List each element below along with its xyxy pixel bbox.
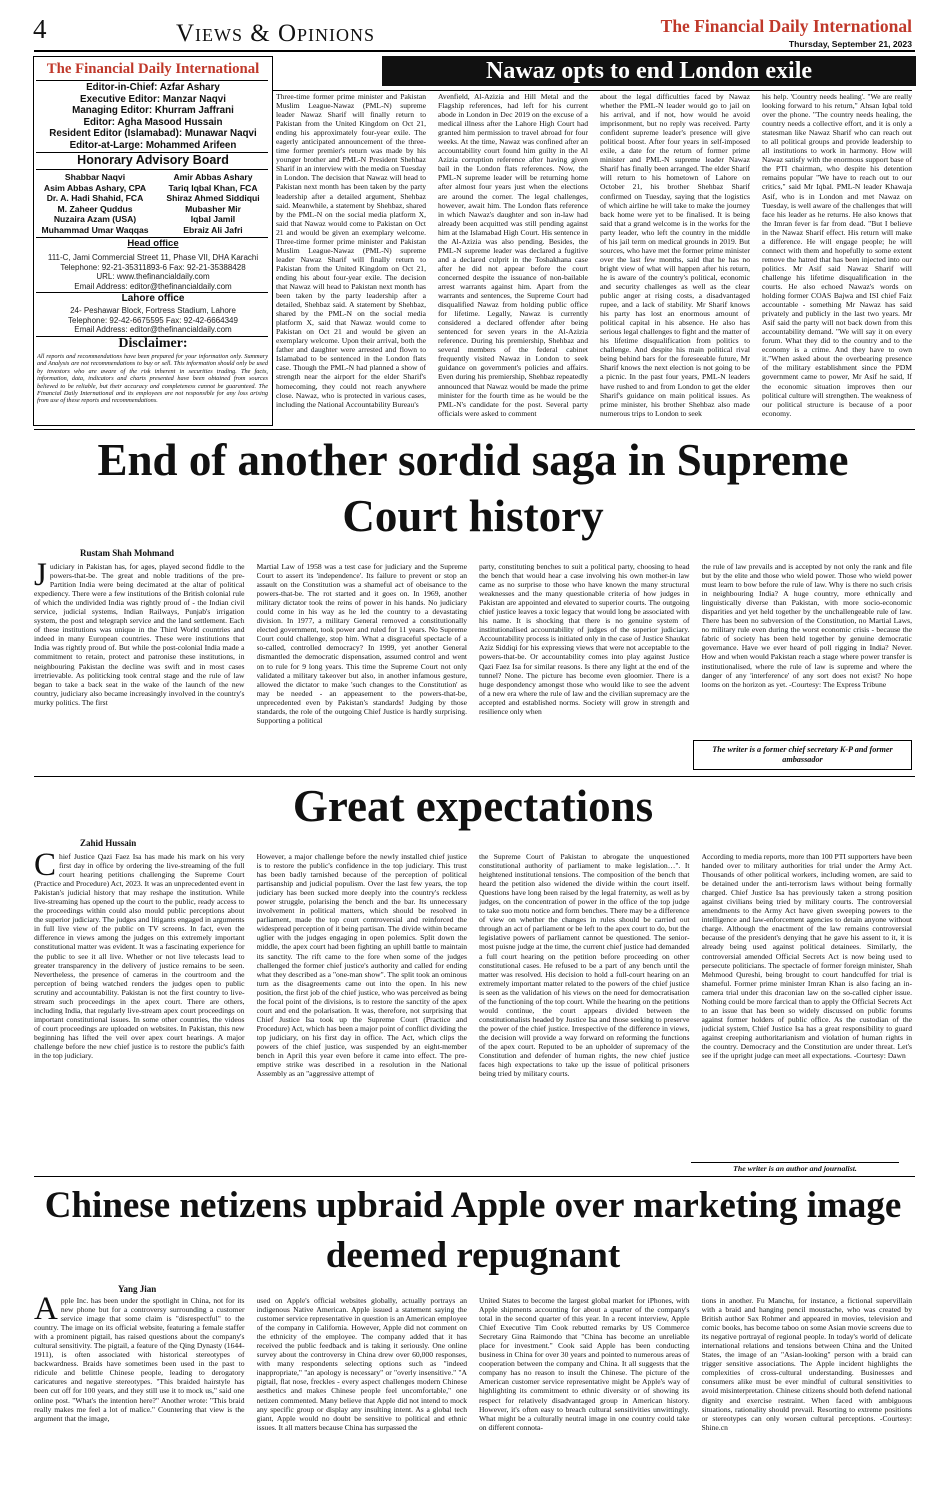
page-number: 4 [33,14,47,44]
article-3-byline: Yang Jian [118,1284,157,1294]
editor-line: Executive Editor: Manzar Naqvi [80,93,226,105]
article-column: the Supreme Court of Pakistan to abrogate the unquestioned constitutional authority of parliament to make legislation…". It heightened institutional tensions. The composition of the bench that heard the petition also widened the divide within the court itself. Questions have long been raised by the legal fraternity, as well as by judges, on the concentration of power in the office of the top judge to take suo motu notice and form benches. There may be a difference of view on whether the changes in rules should be carried out through an act of parliament or be left to the apex court to do, but the legislative powers of parliament cannot be questioned. The senior-most puisne judge at the time, the current chief justice had demanded a full court hearing on the petition before proceeding on other constitutional cases. He refused to be a part of any bench until the matter was resolved. His decision to hold a full-court hearing on an extremely important matter related to the powers of the chief justice is seen as the validation of his views on the need for democratisation of the functioning of the top court. While the hearing on the petitions would continue, the court appears divided between the constitutionalists headed by Justice Isa and those seeking to preserve the power of the chief justice. Irrespective of the difference in views, the decision will provide a way forward on reforming the functions of the apex court. Reputed to be an upholder of supremacy of the Constitution and defender of human rights, the new chief justice faces high expectations to take up the issue of political prisoners being tried by military courts. [479,852,690,1079]
lahore-office-address [34,306,272,335]
board-member: Asim Abbas Ashary, CPA [43,182,147,193]
article-column: Judiciary in Pakistan has, for ages, played second fiddle to the powers-that-be. The great and noble traditions of the pre-Partition India were being decimated at the altar of political expediency. There were a few institutions of the British colonial rule of which the undivided India was rightly proud of - the Indian civil service, judicial systems, Indian Railways, Punjab's irrigation system, the post and telegraph service and the land settlement. Each of these institutions was unique in the Third World countries and indeed in many European countries. These were institutions that India was rightly proud of. But while the post-colonial India made a commitment to retain, protect and patronise these institutions, in neighbouring Pakistan the decline was swift and in most cases irretrievable. As politicking took central stage and the rule of law began to take a back seat in the wake of the launch of the new country, judiciary also became increasingly involved in the country's murky politics. The first [34,562,245,707]
address-line: 24- Peshawar Block, Fortress Stadium, Lahore [70,306,236,315]
section-title: Views & Opinions [176,20,376,47]
address-line: Telephone: 92-21-35311893-6 Fax: 92-21-35388428 [60,262,246,272]
article-1-headline: End of another sordid saga in Supreme Court history [97,435,849,541]
section-rule-1 [34,429,915,430]
editorial-column: about the legal difficulties faced by Nawaz whether the PML-N leader would go to jail on his arrival, and if not, how would he avoid imprisonment, but no reply was received. Party confident supreme leader's presence will give political boost. After four years in self-imposed exile, a date for the return of former prime minister and PML-N supreme leader Nawaz Sharif has finally been arranged. The elder Sharif will return to his hometown of Lahore on October 21, his brother Shehbaz Sharif confirmed on Tuesday, saying that the logistics of which airline he will take to make the journey back home were yet to be finalised. It is being said that a grand welcome is in the works for the party leader, who left the country in the middle of his jail term on medical grounds in 2019. But sources, who have met the former prime minister over the last few months, said that he has no bright view of what will happen after his return, he is aware of the country's political, economic and security challenges as well as the clear public anger at rising costs, a disadvantaged rupee, and a lack of stability. Mr Sharif knows his party has lost an enormous amount of political capital in his absence. He also has serious legal challenges to fight and the matter of his lifetime disqualification from politics to challenge. And despite his main political rival being behind bars for the foreseeable future, Mr Sharif knows the next election is not going to be a picnic. In the past four years, PML-N leaders have rushed to and from London to get the elder Sharif's guidance on main political issues. As prime minister, his brother Shehbaz also made numerous trips to London to seek [600,92,750,418]
article-column: used on Apple's official websites globally, actually portrays an indigenous Native American. Apple issued a statement saying the customer service representative in question is an American employee of the company in California. However, Apple did not comment on the ethnicity of the employee. The company added that it has received the public feedback and is taking it seriously. One online survey about the controversy in China drew over 60,000 responses, with many respondents selecting options such as "indeed inappropriate," "an apology is necessary" or "overly insensitive." "A pigtail, flat nose, freckles - every aspect challenges modern Chinese aesthetics and makes Chinese people feel uncomfortable," one netizen commented. Many believe that Apple did not intend to mock any specific group or display any insulting intent. As a global tech giant, Apple would no doubt be sensitive to political and ethnic issues. It all matters because China has surpassed the [256,1296,467,1432]
board-member: Muhammad Umar Waqqas [41,224,149,235]
article-1-byline: Rustam Shah Mohmand [80,548,175,558]
board-right-column [155,172,271,236]
address-line: Email Address: editor@thefinancialdaily.com [74,325,232,334]
editor-line: Editor-at-Large: Mohammed Arifeen [69,139,237,151]
board-member: Tariq Iqbal Khan, FCA [168,182,258,193]
board-rule [36,169,268,170]
board-left-column [34,172,156,236]
header-rule [34,50,915,52]
board-member: Dr. A. Hadi Shahid, FCA [46,193,144,204]
editor-line: Managing Editor: Khurram Jaffrani [72,105,234,117]
issue-date: Thursday, September 21, 2023 [788,39,912,49]
editorial-column: his help. 'Country needs healing'. "We are really looking forward to his return," Ahsan Iqbal told over the phone. "The country needs healing, the country needs a collective effort, and it is only a statesman like Nawaz Sharif who can reach out to all political groups and provide leadership to all institutions to work in harmony. How will Nawaz satisfy with the enormous support base of the PTI chairman, who despite his detention remains popular "We have to reach out to our critics," said Mr Iqbal. PML-N leader Khawaja Asif, who is in London and met Nawaz on Tuesday, is well aware of the challenges that will face his leader as he returns. He also knows that the Imran fever is far from dead. "But I believe in the Nawaz Sharif effect. His return will make a difference. He will engage people; he will connect with them and hopefully to some extent remove the hatred that has been injected into our politics. Mr Asif said Nawaz Sharif will challenge his lifetime disqualification in the courts. He also echoed Nawaz's words on holding former COAS Bajwa and ISI chief Faiz accountable - something Mr Nawaz has said privately and publicly in the last two years. Mr Asif said the party will not back down from this accountability demand. "We will say it on every forum. What they did to the country and to the economy is a crime. And they have to own it."When asked about the overbearing presence of the military establishment since the PDM government came to power, Mr Asif he said, If the economic situation improves then our political culture will strengthen. The weakness of our political structure is because of a poor economy. [762,92,912,418]
article-3-body [34,1296,912,1488]
disclaimer-title: Disclaimer: [118,336,188,351]
editors-list [34,82,272,152]
address-line: 111-C, Jami Commercial Street 11, Phase VII, DHA Karachi [47,253,259,262]
address-line: URL: www.thefinancialdaily.com [96,272,210,281]
disclaimer-text: All reports and recommendations have been prepared for your information only. Summary and Analysis are not recommendations to buy or sell. This information should only be used by investors who are aware of the risk inherent in securities trading. The facts, information, data, indicators and charts presented have been obtained from sources believed to be reliable, but their accuracy and completeness cannot be guaranteed. The Financial Daily International and its employees are not responsible for any loss arising from use of these reports and recommendations. [37,353,268,405]
board-member: M. Zaheer Quddus [57,203,133,214]
sidebar-title: The Financial Daily International [46,61,260,77]
board-member: Ebraiz Ali Jafri [183,224,243,235]
editor-line: Editor-in-Chief: Azfar Ashary [86,82,220,93]
article-2-author-note: The writer is an author and journalist. [691,1162,899,1173]
address-line: Telephone: 92-42-6675595 Fax: 92-42-6664349 [68,315,238,325]
address-line: Email Address: editor@thefinancialdaily.com [74,281,232,291]
board-member: Mubasher Mir [185,203,241,214]
editor-line: Editor: Agha Masood Hussain [83,116,223,128]
article-column: Martial Law of 1958 was a test case for judiciary and the Supreme Court to assert its 'independence'. Its failure to prevent or stop an assault on the Constitution was a shameful act of obeisance to the powers-that-be. The rot started and it goes on. In 1969, another military dictator took the reins of power in his hands. No judiciary could come in his way as he led the country to a devastating division. In 1977, a military General removed a constitutionally elected government, took power and ruled for 11 years. No Supreme Court could challenge, stop him. What a disgraceful spectacle of a so-called, controlled democracy? In 1999, yet another General dismantled the democratic dispensation, assumed control and went on to rule for 9 long years. This time the Supreme Court not only validated a military takeover but also, in another infamous gesture, allowed the dictator to make 'such changes to the Constitution' as may be needed - an appeasement to the powers-that-be, unprecedented even by Pakistan's standards! Judging by those standards, the role of the outgoing Chief Justice is hardly surprising. Supporting a political [256,562,467,725]
editorial-column: Three-time former prime minister and Pakistan Muslim League-Nawaz (PML-N) supreme leader Nawaz Sharif will finally return to Pakistan from the United Kingdom on Oct 21, ending his approximately four-year exile. The eagerly anticipated announcement of the three-time former premier's return was made by his younger brother and PML-N President Shehbaz Sharif in an interview with the media on Tuesday in London. The decision that Nawaz will head to Pakistan next month has been taken by the party leadership after a detailed argument, Shehbaz said. Meanwhile, a statement by Shehbaz, shared by the PML-N on the social media platform X, said that Nawaz would come to Pakistan on Oct 21 and would be given an exemplary welcome. Three-time former prime minister and Pakistan Muslim League-Nawaz (PML-N) supreme leader Nawaz Sharif will finally return to Pakistan from the United Kingdom on Oct 21, ending his about four-year exile. The decision that Nawaz will head to Pakistan next month has been taken by the party leadership after a detailed, Shehbaz said. A statement by Shehbaz, shared by the PML-N on the social media platform X, said that Nawaz would come to Pakistan on Oct 21 and would be given an exemplary welcome. Upon their arrival, both the father and daughter were arrested and flown to Islamabad to be sentenced in the London flats case. Though the PML-N had planned a show of strength near the airport for the elder Sharif's homecoming, they could not reach anywhere close. Nawaz, who is protected in various cases, including the National Accountability Bureau's [276,92,426,409]
article-column: Apple Inc. has been under the spotlight in China, not for its new phone but for a controversy surrounding a customer service image that some claim is "disrespectful" to the country. The image on its official website, featuring a female staffer with a prominent pigtail, has raised questions about the company's cultural sensitivity. The pigtail, a feature of the Qing Dynasty (1644-1911), is often associated with historical stereotypes of backwardness. Braids have sometimes been used in the past to ridicule and belittle Chinese people, leading to derogatory caricatures and negative stereotypes. "This braided hairstyle has been cut off for 100 years, and they still use it to mock us," said one online post. "What's the intention here?" Another wrote: "This braid really makes me feel a lot of malice." Countering that view is the argument that the image, [34,1296,245,1423]
editorial-body [276,92,912,424]
masthead-title: The Financial Daily International [660,16,912,36]
article-column: However, a major challenge before the newly installed chief justice is to restore the public's confidence in the top judiciary. This trust has been badly tarnished because of the perception of political partisanship and judicial populism. Over the last few years, the top judiciary has been sucked more deeply into the country's reckless power struggle, polarising the bench and the bar. Its unnecessary involvement in political matters, which should be resolved in parliament, made the top court controversial and reinforced the widespread perception of it being partisan. The divide within became uglier with the judges engaging in open polemics. Split down the middle, the apex court had been fighting an uphill battle to maintain its sanctity. The rift came to the fore when some of the judges challenged the former chief justice's authority and called for ending what they described as a "one-man show". The split took an ominous turn as the disagreements came out into the open. In his new position, the first job of the chief justice, who was perceived as being the focal point of the divisions, is to restore the sanctity of the apex court and end the polarisation. It was, therefore, not surprising that Chief Justice Isa took up the Supreme Court (Practice and Procedure) Act, which has been a major point of conflict dividing the top judiciary, on his first day in office. The Act, which clips the powers of the chief justice, was suspended by an eight-member bench in April this year even before it came into effect. The pre-emptive strike was described in a resolution in the National Assembly as an "aggressive attempt of [256,852,467,1079]
article-column: party, constituting benches to suit a political party, choosing to head the bench that would hear a case involving his own mother-in law came as no surprise to those who have known the many structural weaknesses and the many questionable criteria of how judges in Pakistan are appointed and elevated to superior courts. The outgoing chief justice leaves a toxic legacy that would long be associated with his name. It is shocking that there is no genuine system of institutionalised accountability of judges of the superior judiciary. Accountability process is initiated only in the case of Justice Shaukat Aziz Siddiqi for his expressing views that were not acceptable to the powers-that-be. Or accountability comes into play against Justice Qazi Faez Isa for similar reasons. Is there any light at the end of the tunnel? None. The picture has become even gloomier. There is a huge despondency amongst those who would like to see the advent of a new era where the rule of law and the civilian supremacy are the accepted and established norms. Society will grow in strength and resilience only when [479,562,690,716]
editorial-column: Avenfield, Al-Azizia and Hill Metal and the Flagship references, had left for his current abode in London in Dec 2019 on the excuse of a medical illness after the Lahore High Court had granted him permission to travel abroad for four weeks. At the time, Nawaz was confined after an accountability court found him guilty in the Al Azizia corruption reference after having given bail in the London flats references. Now, the PML-N supreme leader will be returning home after almost four years just when the elections are around the corner. The legal challenges, however, await him. The London flats reference in which Nawaz's daughter and son in-law had already been acquitted was still pending against him at the Islamabad High Court. His sentence in the Al-Azizia was also pending. Besides, the PML-N supreme leader was declared a fugitive and a declared culprit in the Toshakhana case after he did not appear before the court concerned despite the issuance of non-bailable arrest warrants against him. Apart from the warrants and sentences, the Supreme Court had disqualified Nawaz from holding public office for lifetime. Legally, Nawaz is currently considered a declared offender after being sentenced for seven years in the Al-Azizia reference. During his premiership, Shehbaz and several members of the federal cabinet frequently visited Nawaz in London to seek guidance on government's policies and affairs. Even during his premiership, Shehbaz repeatedly announced that Nawaz would be made the prime minister for the fourth time as he would be the PML-N's candidate for the post. Several party officials were asked to comment [438,92,588,418]
board-member: Shiraz Ahmed Siddiqui [166,193,260,204]
article-2-byline: Zahid Hussain [80,838,137,848]
section-rule-3 [34,1176,915,1177]
article-column: Chief Justice Qazi Faez Isa has made his mark on his very first day in office by ordering the live-streaming of the full court hearing petitions challenging the Supreme Court (Practice and Procedure) Act, 2023. It was an unprecedented event in Pakistan's judicial history that may reshape the institution. While live-streaming has opened up the court to the public, ready access to the proceedings within could also mould public perceptions about the superior judiciary. The judges and litigants engaged in arguments in full live view of the public on TV screens. In fact, even the difference in views among the judges on this extremely important constitutional matter was evident. It was a fascinating experience for the public to see it all live. Whether or not live telecasts lead to greater transparency in the delivery of justice remains to be seen. Nevertheless, the presence of cameras in the courtroom and the perception of being watched renders the judges open to public scrutiny and accountability. Pakistan is not the first country to live-stream such proceedings in the apex court. There are others, including India, that regularly live-stream apex court proceedings on important constitutional issues. In some other countries, the videos of court proceedings are uploaded on websites. In Pakistan, this new beginning has lifted the veil over apex court hearings. A major challenge before the new chief justice is to restore the public's faith in the top judiciary. [34,852,245,1061]
lahore-office-title: Lahore office [121,293,185,304]
article-2-body [34,852,912,1168]
article-column: United States to become the largest global market for iPhones, with Apple shipments accounting for about a quarter of the company's total in the second quarter of this year. In a recent interview, Apple Chief Executive Tim Cook rebutted remarks by US Commerce Secretary Gina Raimondo that "China has become an unreliable place for investment." Cook said Apple has been conducting business in China for over 30 years and pointed to numerous areas of cooperation between the company and China. It all suggests that the company has no reason to insult the Chinese. The picture of the American customer service representative might be Apple's way of highlighting its commitment to ethnic diversity or of showing its respect for relatively disadvantaged group in American history. However, it's often easy to breach cultural sensitivities unwittingly. What might be a culturally neutral image in one country could take on different connota- [479,1296,690,1432]
board-title: Honorary Advisory Board [77,153,229,167]
editorial-headline: Nawaz opts to end London exile [485,58,813,84]
article-column: the rule of law prevails and is accepted by not only the rank and file but by the elite and those who wield power. Those who wield power must learn to bow before the rule of law. Why is there no such crisis in neighbouring India? A huge country, more ethnically and linguistically diverse than Pakistan, with more socio-economic disparities and yet held together by the unchallengeable rule of law. There has been no subversion of the Constitution, no Martial Laws, no military rule even during the worst economic crisis - because the fabric of society has been held together by genuine democratic governance. Have we ever heard of poll rigging in India? Never. How and when would Pakistan reach a stage where power transfer is institutionalised, where the rule of law is supreme and where the danger of any 'interference' of any sort does not exist? No hope looms on the horizon as yet. -Courtesy: The Express Tribune [701,562,912,689]
editorial-rule-top [272,90,912,91]
article-2-headline: Great expectations [292,781,654,831]
article-1-body [34,562,912,770]
board-member: Iqbal Jamil [190,214,236,225]
section-rule-2 [34,776,915,777]
article-1-author-note: The writer is a former chief secretary K-P and former ambassador [693,740,912,770]
board-member: Shabbar Naqvi [64,172,126,182]
head-office-title: Head office [127,238,179,249]
head-office-address [34,253,272,291]
article-3-headline: Chinese netizens upbraid Apple over marketing image deemed repugnant [44,1185,902,1276]
sidebar-title-rule [36,80,268,81]
article-column: tions in another. Fu Manchu, for instance, a fictional supervillain with a braid and hanging pencil moustache, who was created by British author Sax Rohmer and appeared in movies, television and comic books, has become taboo on some Asian movie screens due to its negative portrayal of regional people. In today's world of delicate international relations and tensions between China and the United States, the image of an "Asian-looking" person with a braid can trigger sensitive associations. The Apple incident highlights the complexities of cross-cultural understanding. Businesses and consumers alike must be ever mindful of cultural sensitivities to avoid misinterpretation. Chinese citizens should both defend national dignity and exercise restraint. When faced with ambiguous situations, rationality should prevail. Resorting to extreme positions or stereotypes can only worsen cultural perceptions. -Courtesy: Shine.cn [701,1296,912,1432]
board-member: Amir Abbas Ashary [173,172,253,182]
article-column: According to media reports, more than 100 PTI supporters have been handed over to military authorities for trial under the Army Act. Thousands of other political workers, including women, are said to be detained under the anti-terrorism laws without being formally charged. Chief Justice Isa has previously taken a strong position against civilians being tried by military courts. The controversial amendments to the Army Act have given sweeping powers to the intelligence and law-enforcement agencies to detain anyone without charge. Although the enactment of the law remains controversial because of the president's denying that he gave his assent to it, it is already being used against political detainees. Similarly, the controversial amended Official Secrets Act is now being used to persecute politicians. The spectacle of former foreign minister, Shah Mehmood Qureshi, being brought to court handcuffed for trial is shameful. Former prime minister Imran Khan is also facing an in-camera trial under this draconian law on the so-called cipher issue. Nothing could be more farcical than to apply the Official Secrets Act to an issue that has been so widely discussed on public forums against former holders of public office. As the custodian of the judicial system, Chief Justice Isa has a great responsibility to guard against creeping authoritarianism and violation of human rights in the country. Democracy and the Constitution are under threat. Let's see if the upright judge can meet all expectations. -Courtesy: Dawn [701,852,912,1061]
editor-line: Resident Editor (Islamabad): Munawar Naqvi [49,128,257,140]
board-member: Nuzaira Azam (USA) [53,214,137,225]
